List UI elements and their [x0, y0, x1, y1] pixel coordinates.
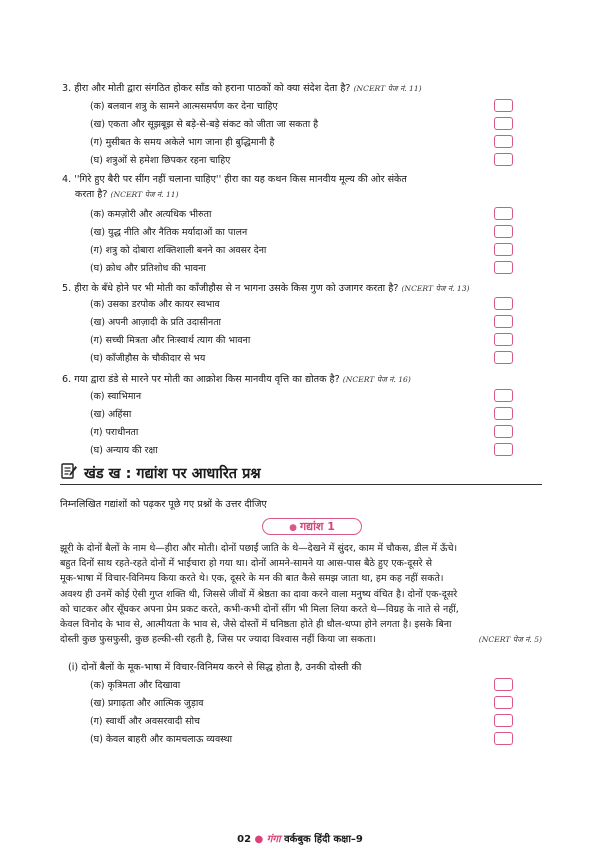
option-ka: (क) कमज़ोरी और अत्यधिक भीरुता: [90, 209, 212, 220]
passage-line: दोस्ती कुछ फुसफुसी, कुछ हल्की-सी रहती है, जिस पर ज्यादा विश्वास नहीं किया जा सकता।: [60, 634, 376, 646]
question-number: 5.: [62, 283, 72, 294]
ncert-reference: (NCERT पेज नं. 11): [110, 190, 179, 199]
answer-checkbox[interactable]: [494, 351, 513, 364]
option-kha: (ख) अपनी आज़ादी के प्रति उदासीनता: [90, 317, 221, 328]
page-footer: [0, 831, 600, 845]
option-gha: (घ) क्रोध और प्रतिशोध की भावना: [90, 263, 206, 274]
brand-name: गंगा: [266, 834, 281, 845]
answer-checkbox[interactable]: [494, 207, 513, 220]
page-number: 02: [237, 834, 252, 845]
answer-checkbox[interactable]: [494, 243, 513, 256]
option-kha: (ख) अहिंसा: [90, 409, 132, 420]
question-number: 4.: [62, 174, 72, 185]
question-text: गया द्वारा डंडे से मारने पर मोती का आक्रोश किस मानवीय वृत्ति का द्योतक है?: [74, 374, 340, 385]
passage-line: अवश्य ही उनमें कोई ऐसी गुप्त शक्ति थी, जिससे जीवों में श्रेष्ठता का दावा करने वाला मनुष्य वंचित है। दोनों एक-दूसरे: [60, 588, 458, 600]
bullet-dot-icon: ●: [289, 523, 297, 533]
question-text: हीरा और मोती द्वारा संगठित होकर साँड को हराना पाठकों को क्या संदेश देता है?: [74, 83, 351, 94]
option-gha: (घ) केवल बाहरी और कामचलाऊ व्यवस्था: [90, 734, 233, 745]
ncert-reference: (NCERT पेज नं. 11): [353, 84, 422, 93]
option-ga: (ग) मुसीबत के समय अकेले भाग जाना ही बुद्धिमानी है: [90, 137, 275, 148]
answer-checkbox[interactable]: [494, 297, 513, 310]
question-5: [62, 281, 532, 296]
option-gha: (घ) काँजीहौस के चौकीदार से भय: [90, 353, 206, 364]
option-ga: (ग) पराधीनता: [90, 427, 139, 438]
question-text: करता है?: [75, 189, 108, 200]
section-divider: [60, 484, 542, 485]
ncert-reference: (NCERT पेज नं. 16): [342, 375, 411, 384]
passage-line: को चाटकर और सूँघकर अपना प्रेम प्रकट करते, कभी-कभी दोनों सींग भी मिला लिया करते थे—विग्रह के नाते से नहीं,: [60, 603, 459, 615]
option-ga: (ग) सच्ची मित्रता और निःस्वार्थ त्याग की भावना: [90, 335, 251, 346]
sub-question-i: (i) दोनों बैलों के मूक-भाषा में विचार-विनिमय करने से सिद्ध होता है, उनकी दोस्ती की: [68, 662, 362, 673]
answer-checkbox[interactable]: [494, 407, 513, 420]
option-ka: (क) स्वाभिमान: [90, 391, 142, 402]
answer-checkbox[interactable]: [494, 117, 513, 130]
answer-checkbox[interactable]: [494, 389, 513, 402]
question-4-cont: [75, 187, 545, 202]
passage-label: गद्यांश 1: [299, 520, 335, 533]
question-number: 6.: [62, 374, 72, 385]
passage-line: बहुत दिनों साथ रहते-रहते दोनों में भाईचारा हो गया था। दोनों आमने-सामने या आस-पास बैठे हुए एक-दूसरे से: [60, 558, 433, 570]
option-ka: (क) बलवान शत्रु के सामने आत्मसमर्पण कर देना चाहिए: [90, 101, 278, 112]
option-ka: (क) कृत्रिमता और दिखावा: [90, 680, 181, 691]
answer-checkbox[interactable]: [494, 333, 513, 346]
answer-checkbox[interactable]: [494, 443, 513, 456]
option-gha: (घ) अन्याय की रक्षा: [90, 445, 158, 456]
ncert-reference: (NCERT पेज नं. 5): [478, 635, 542, 645]
footer-title: वर्कबुक हिंदी कक्षा–9: [284, 834, 363, 845]
answer-checkbox[interactable]: [494, 99, 513, 112]
answer-checkbox[interactable]: [494, 135, 513, 148]
option-kha: (ख) युद्ध नीति और नैतिक मर्यादाओं का पालन: [90, 227, 248, 238]
answer-checkbox[interactable]: [494, 696, 513, 709]
ncert-reference: (NCERT पेज नं. 13): [401, 284, 470, 293]
passage-text: [60, 541, 542, 647]
option-ga: (ग) स्वार्थी और अवसरवादी सोच: [90, 716, 200, 727]
notepad-pencil-icon: [60, 462, 78, 484]
passage-line-last: [60, 632, 542, 647]
question-4: [62, 172, 532, 187]
option-gha: (घ) शत्रुओं से हमेशा छिपकर रहना चाहिए: [90, 155, 231, 166]
option-kha: (ख) प्रगाढ़ता और आत्मिक जुड़ाव: [90, 698, 204, 709]
passage-line: मूक-भाषा में विचार-विनिमय किया करते थे। एक, दूसरे के मन की बात कैसे समझ जाता था, हम कह नहीं सकते।: [60, 573, 444, 585]
answer-checkbox[interactable]: [494, 678, 513, 691]
answer-checkbox[interactable]: [494, 153, 513, 166]
answer-checkbox[interactable]: [494, 261, 513, 274]
section-title: खंड ख : गद्यांश पर आधारित प्रश्न: [84, 466, 261, 482]
option-ka: (क) उसका डरपोक और कायर स्वभाव: [90, 299, 220, 310]
bullet-dot-icon: ●: [254, 834, 264, 845]
answer-checkbox[interactable]: [494, 225, 513, 238]
section-heading: [60, 462, 261, 484]
instruction-text: निम्नलिखित गद्यांशों को पढ़कर पूछे गए प्रश्नों के उत्तर दीजिए: [60, 499, 267, 510]
passage-line: केवल विनोद के भाव से, आत्मीयता के भाव से, जैसे दोस्तों में घनिष्ठता होते ही धौल-धप्पा होने लगता है। इसके बिना: [60, 619, 452, 631]
question-text: हीरा के बँधे होने पर भी मोती का काँजीहौस से न भागना उसके किस गुण को उजागर करता है?: [74, 283, 399, 294]
question-number: 3.: [62, 83, 72, 94]
answer-checkbox[interactable]: [494, 425, 513, 438]
question-text: ''गिरे हुए बैरी पर सींग नहीं चलाना चाहिए'' हीरा का यह कथन किस मानवीय मूल्य की ओर संकेत: [74, 174, 407, 185]
question-3: [62, 81, 532, 96]
passage-line: झूरी के दोनों बैलों के नाम थे—हीरा और मोती। दोनों पछाईं जाति के थे—देखने में सुंदर, काम में चौकस, डील में ऊँचे।: [60, 543, 458, 554]
question-6: [62, 372, 532, 387]
answer-checkbox[interactable]: [494, 714, 513, 727]
option-ga: (ग) शत्रु को दोबारा शक्तिशाली बनने का अवसर देना: [90, 245, 267, 256]
option-kha: (ख) एकता और सूझबूझ से बड़े-से-बड़े संकट को जीता जा सकता है: [90, 119, 319, 130]
passage-label-badge: [262, 518, 362, 535]
answer-checkbox[interactable]: [494, 315, 513, 328]
answer-checkbox[interactable]: [494, 732, 513, 745]
